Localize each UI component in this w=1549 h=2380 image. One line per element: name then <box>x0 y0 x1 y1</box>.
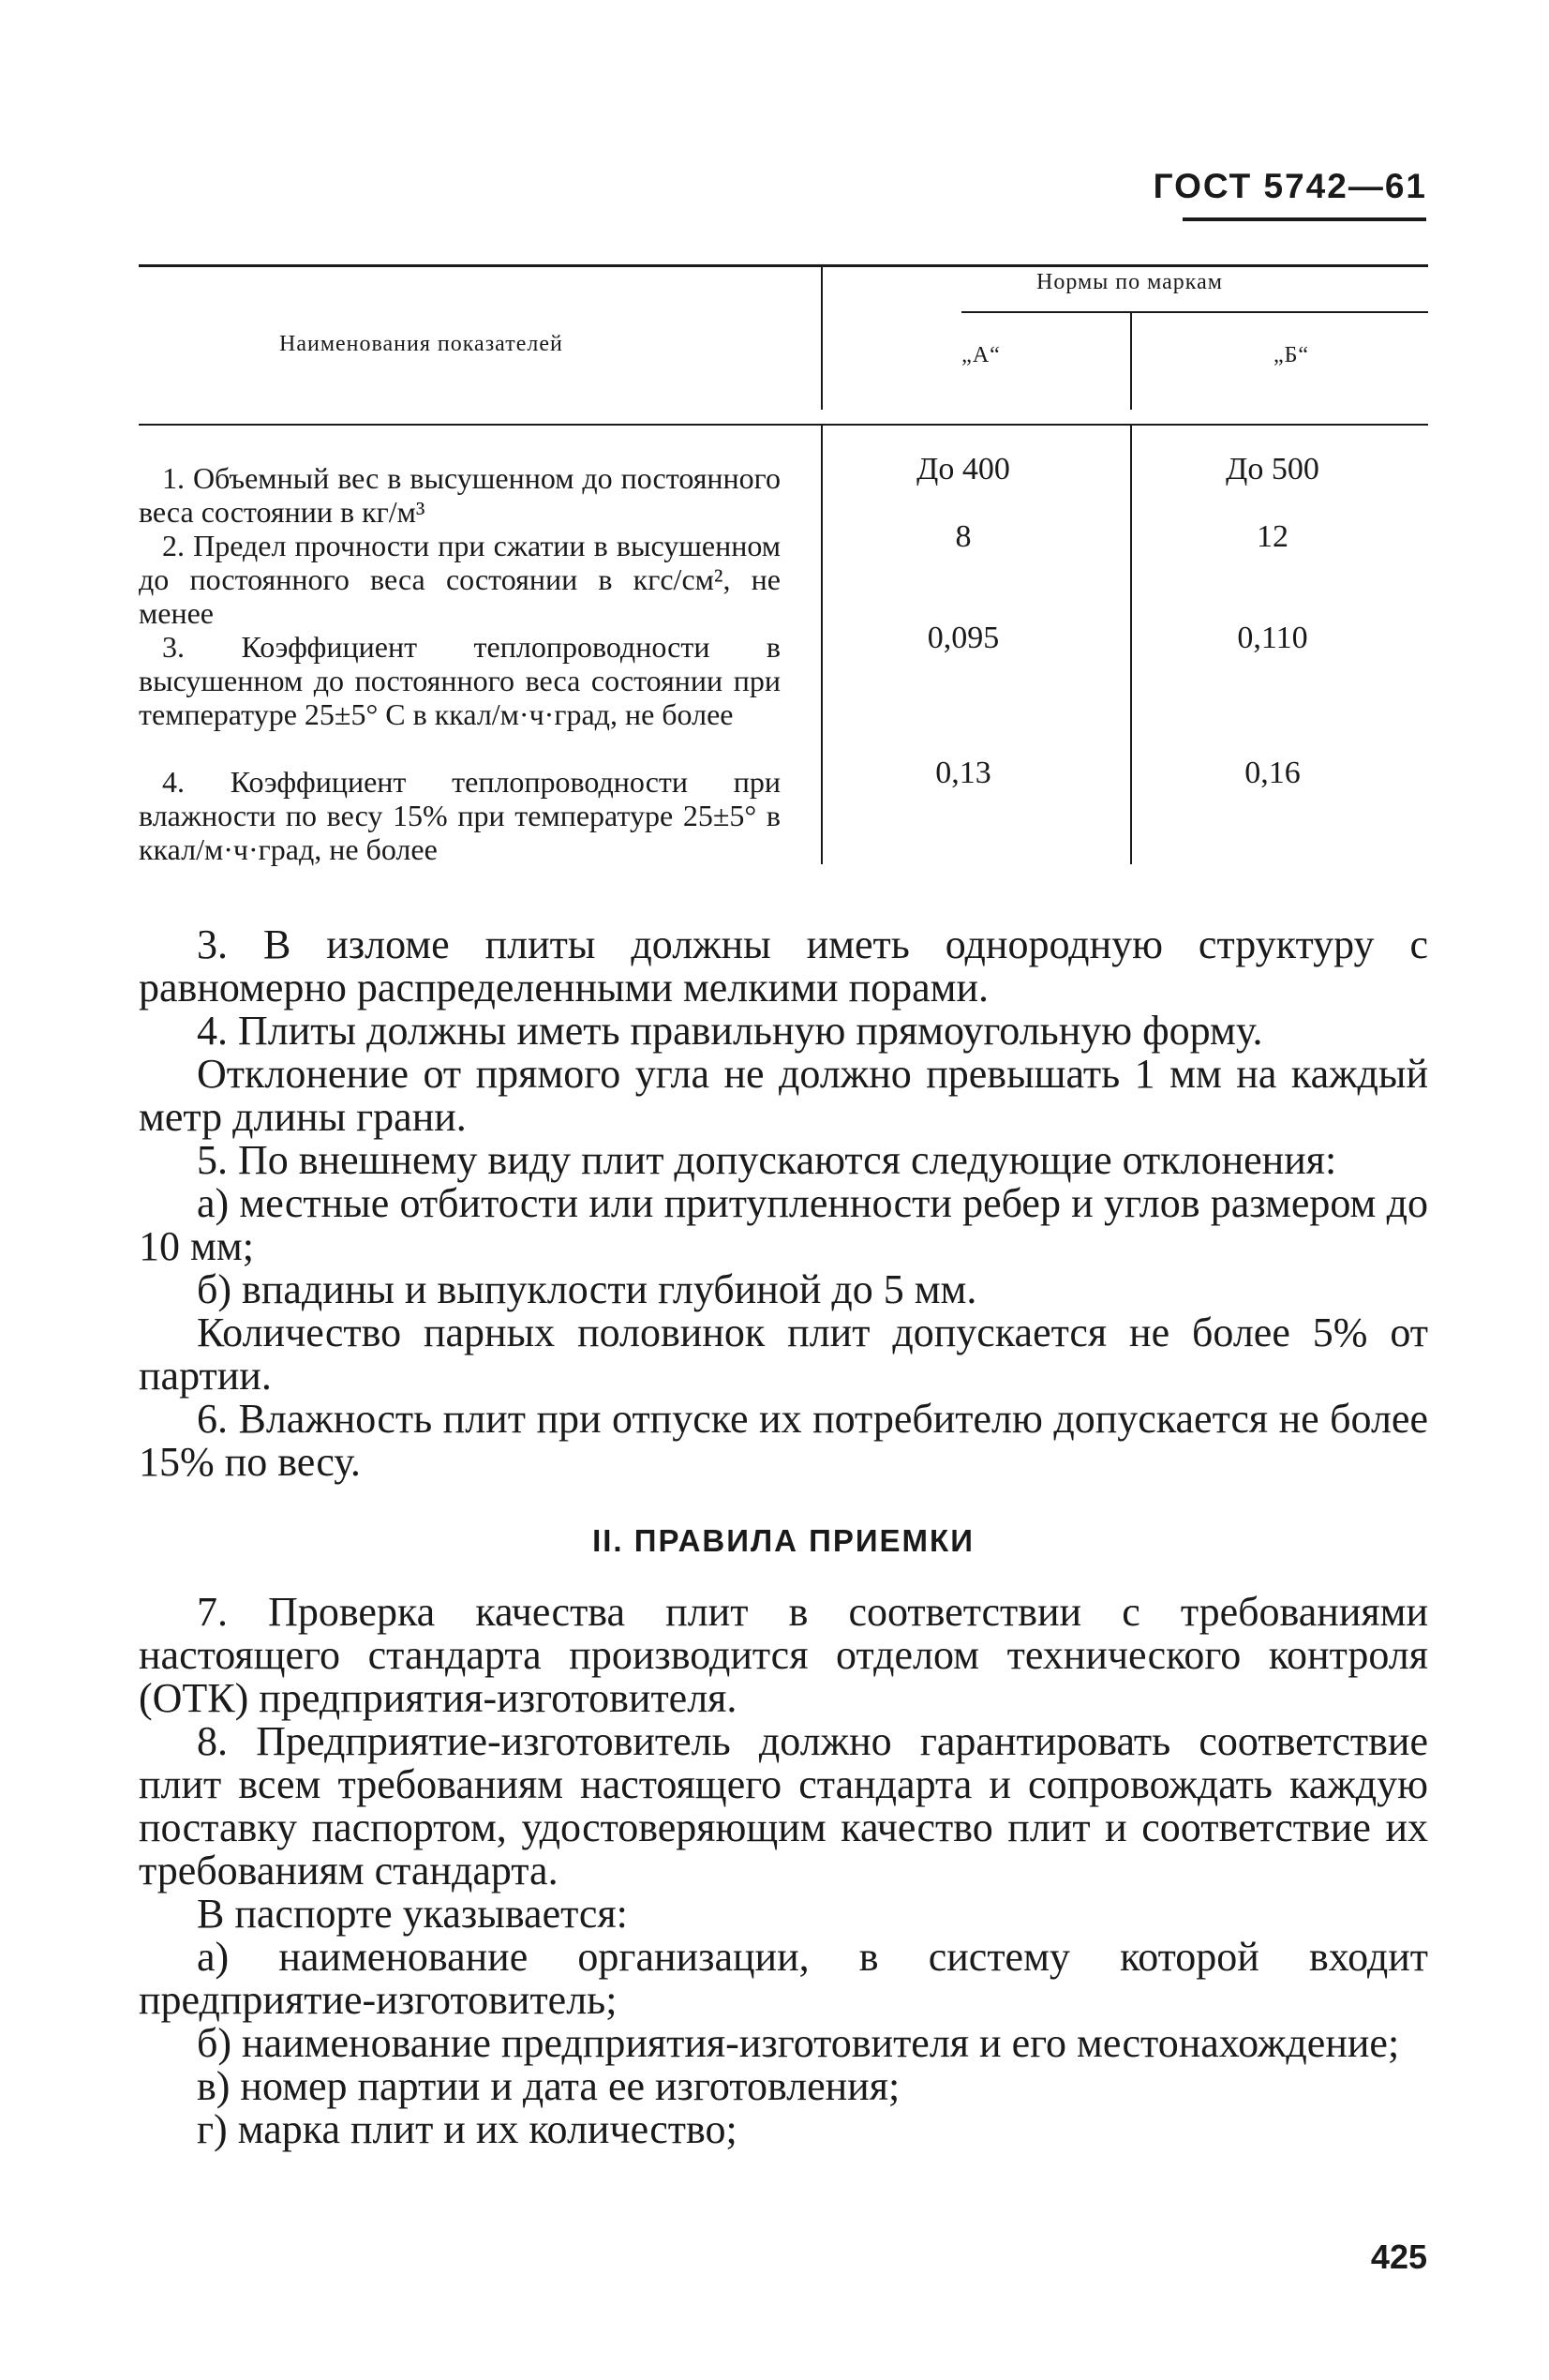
paragraph: 4. Плиты должны иметь правильную прямоугольную форму. <box>197 1008 1263 1054</box>
table-divider <box>821 264 823 410</box>
paragraph: Количество парных половинок плит допускается не более 5% от партии. <box>139 1310 1428 1399</box>
table-row-desc: 1. Объемный вес в высушенном до постоянного веса состоянии в кг/м³ <box>139 461 781 529</box>
col-header-norms: Нормы по маркам <box>1036 270 1223 294</box>
paragraph: б) наименование предприятия-изготовителя и его местонахождение; <box>197 2020 1400 2066</box>
table-divider <box>1130 311 1132 410</box>
col-header-grade-a: „А“ <box>961 343 1001 367</box>
paragraph: 5. По внешнему виду плит допускаются следующие отклонения: <box>197 1137 1337 1183</box>
table-divider <box>821 424 823 864</box>
table-header-rule <box>139 424 1428 426</box>
header-rule <box>1183 217 1426 221</box>
table-row-desc: 2. Предел прочности при сжатии в высушенном до постоянного веса состоянии в кгс/см², не менее <box>139 529 781 630</box>
paragraph: в) номер партии и дата ее изготовления; <box>197 2063 901 2109</box>
col-header-grade-b: „Б“ <box>1273 343 1310 367</box>
paragraph: В паспорте указывается: <box>197 1891 628 1937</box>
table-cell-b: 0,110 <box>1237 621 1308 655</box>
paragraph: 8. Предприятие-изготовитель должно гарантировать соответствие плит всем требованиям настоящего стандарта и сопровождать каждую поставку паспортом, удостоверяющим качество плит и соответствие их требованиям стандарта. <box>139 1718 1428 1894</box>
paragraph: а) местные отбитости или притупленности ребер и углов размером до 10 мм; <box>139 1180 1428 1269</box>
table-cell-a: 0,13 <box>935 756 991 790</box>
section-title: II. ПРАВИЛА ПРИЕМКИ <box>592 1523 975 1558</box>
body-text <box>139 923 1428 2151</box>
table-row-desc: 4. Коэффициент теплопроводности при влажности по весу 15% при температуре 25±5° в ккал/м·ч·град, не более <box>139 765 781 866</box>
table-cell-a: 8 <box>955 519 972 554</box>
table-cell-b: 0,16 <box>1244 756 1301 790</box>
table-cell-a: До 400 <box>916 452 1010 486</box>
paragraph: Отклонение от прямого угла не должно превышать 1 мм на каждый метр длины грани. <box>139 1051 1428 1140</box>
paragraph: г) марка плит и их количество; <box>197 2106 737 2152</box>
table-cell-b: 12 <box>1257 519 1288 554</box>
paragraph: 7. Проверка качества плит в соответствии с требованиями настоящего стандарта производится отделом технического контроля (ОТК) предприятия-изготовителя. <box>139 1589 1428 1721</box>
paragraph: б) впадины и выпуклости глубиной до 5 мм. <box>197 1266 977 1312</box>
document-code: ГОСТ 5742—61 <box>1153 167 1427 205</box>
paragraph: а) наименование организации, в систему которой входит предприятие-изготовитель; <box>139 1934 1428 2023</box>
table-subheader-rule <box>961 311 1428 313</box>
paragraph: 3. В изломе плиты должны иметь однородную структуру с равномерно распределенными мелкими порами. <box>139 921 1428 1010</box>
paragraph: 6. Влажность плит при отпуске их потребителю допускается не более 15% по весу. <box>139 1396 1428 1485</box>
page-number: 425 <box>1370 2238 1427 2276</box>
table-top-rule <box>139 264 1428 267</box>
table-divider <box>1130 424 1132 864</box>
table-cell-a: 0,095 <box>927 621 1000 655</box>
table-row-desc: 3. Коэффициент теплопроводности в высушенном до постоянного веса состоянии при температуре 25±5° С в ккал/м·ч·град, не более <box>139 630 781 731</box>
col-header-name: Наименования показателей <box>279 332 563 356</box>
table-cell-b: До 500 <box>1226 452 1319 486</box>
